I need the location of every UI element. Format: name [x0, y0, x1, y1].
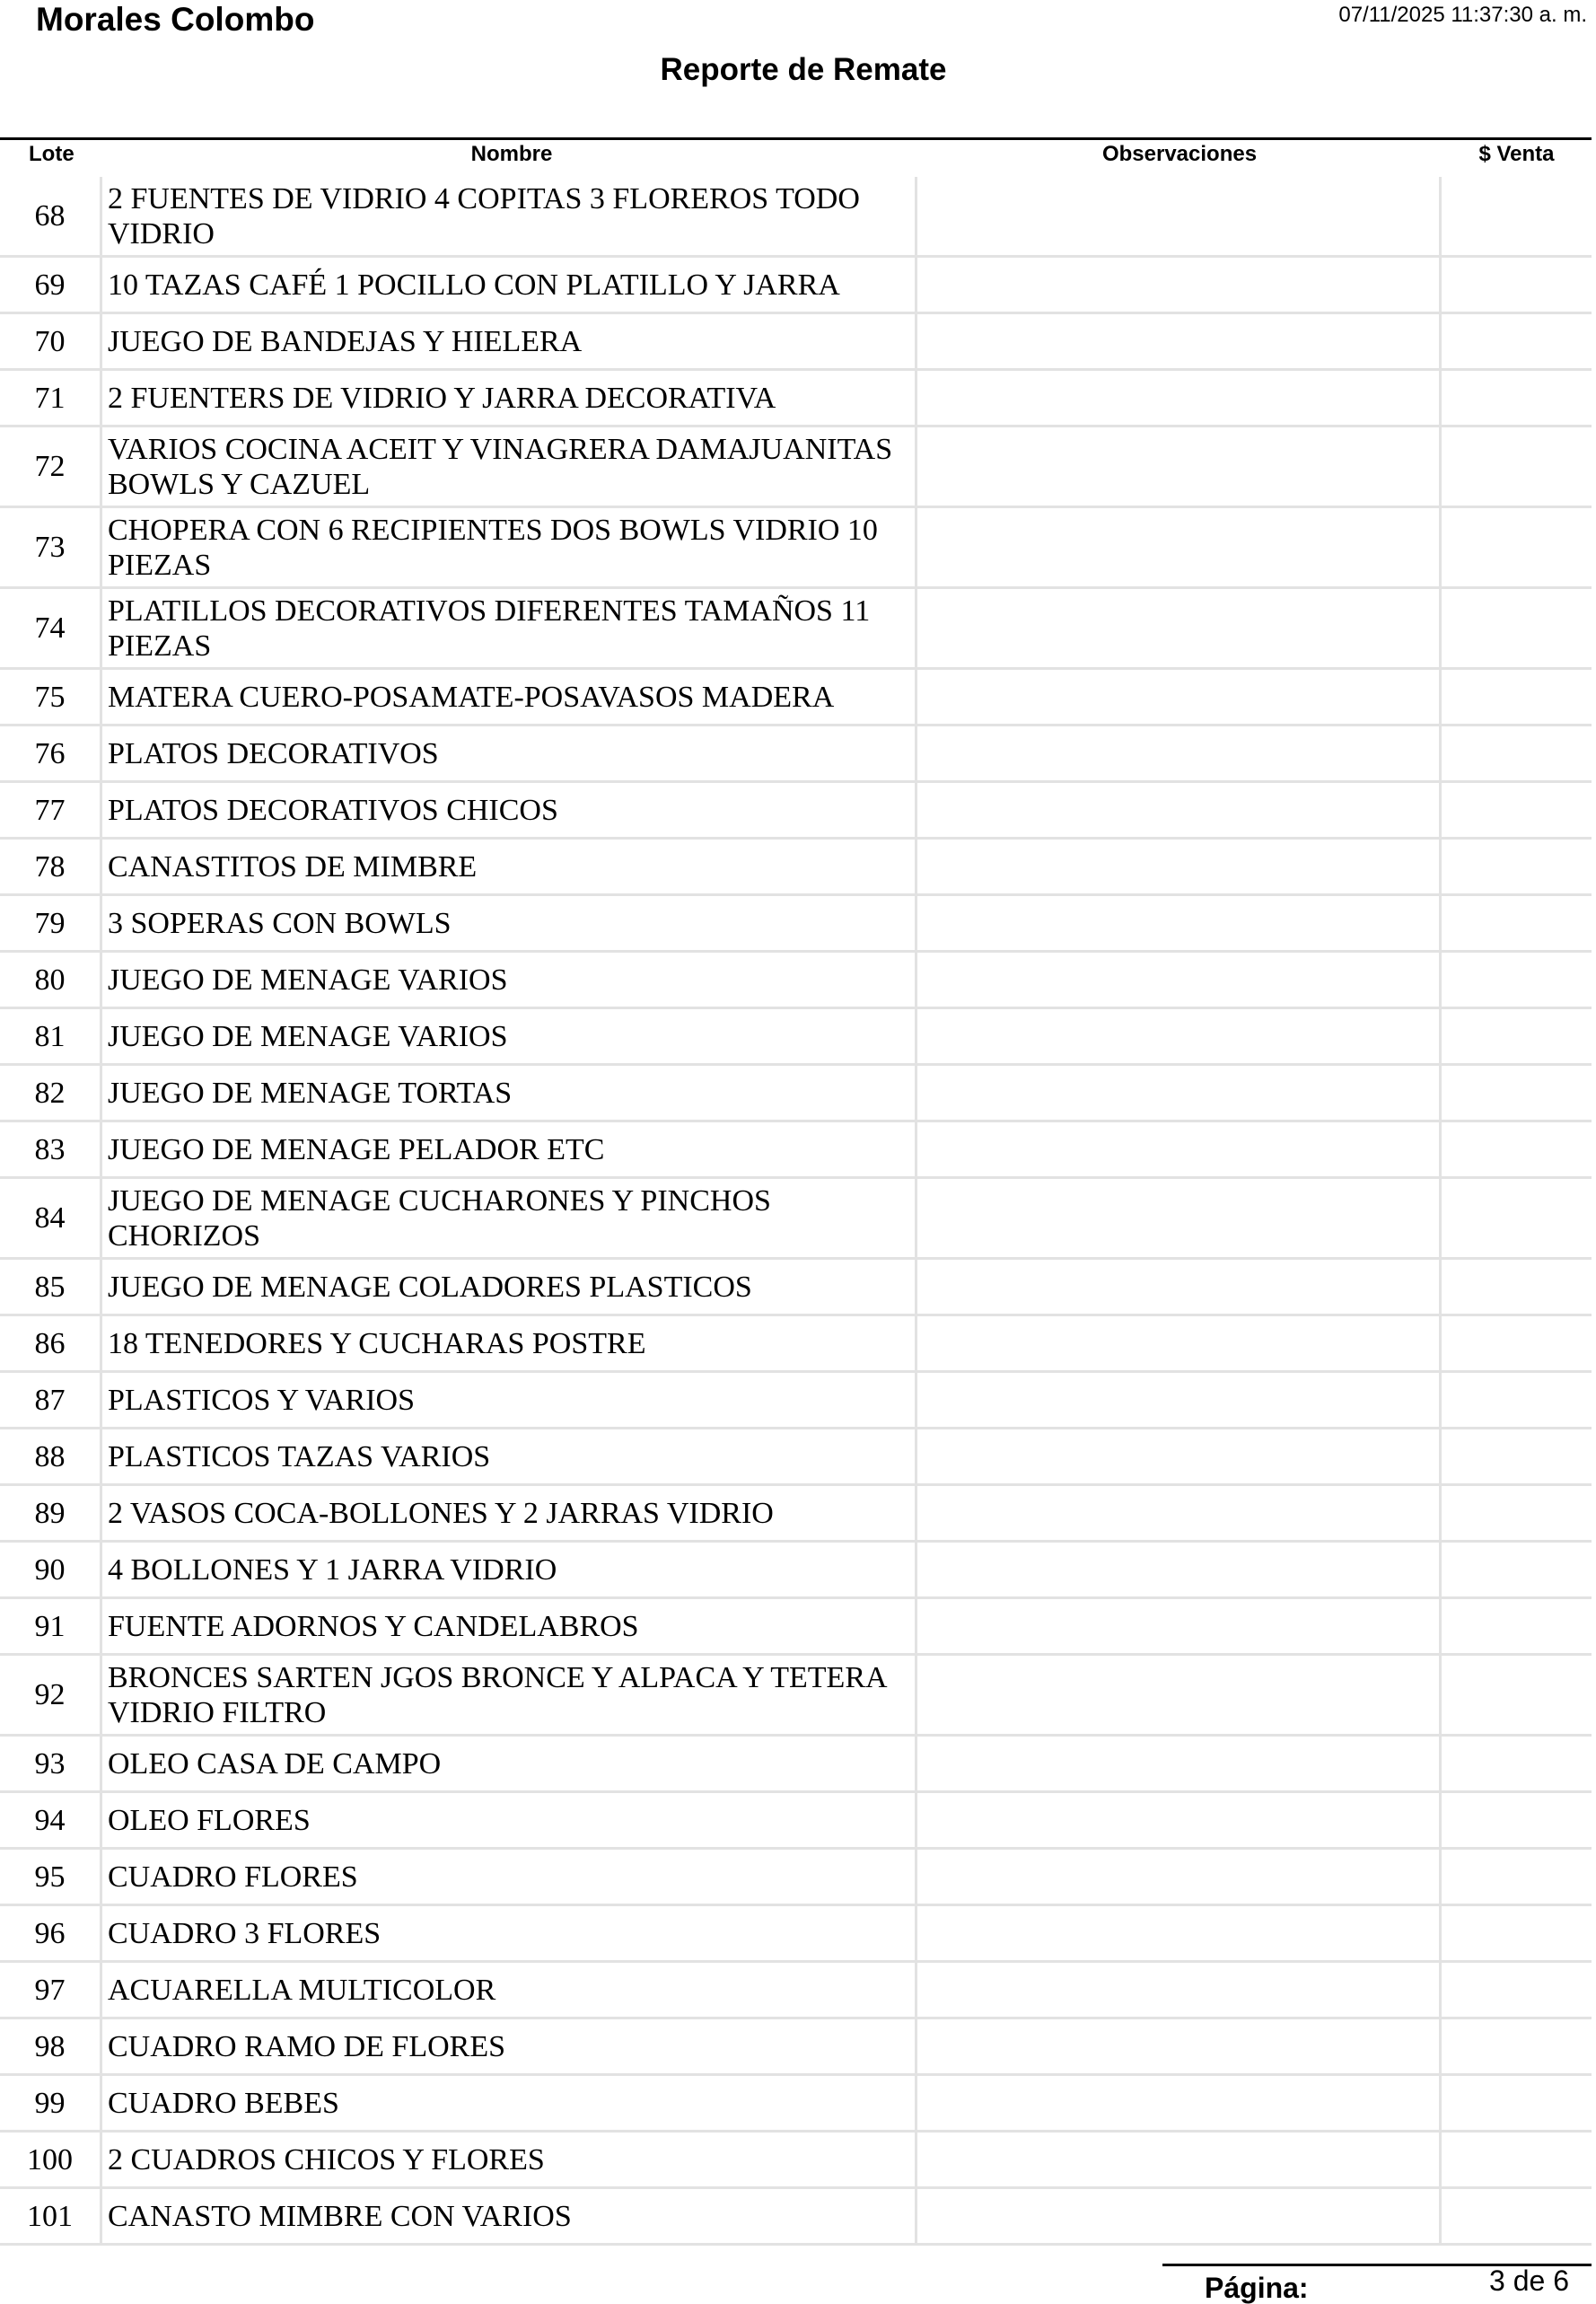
- venta-cell: [1442, 1373, 1592, 1427]
- company-name: Morales Colombo: [36, 1, 315, 38]
- venta-cell: [1442, 1656, 1592, 1734]
- venta-cell: [1442, 1260, 1592, 1314]
- observaciones-cell: [917, 1543, 1442, 1596]
- lote-cell: 93: [0, 1737, 102, 1790]
- observaciones-cell: [917, 2189, 1442, 2243]
- table-row: [0, 726, 1592, 783]
- venta-cell: [1442, 508, 1592, 586]
- venta-cell: [1442, 726, 1592, 780]
- lote-cell: 77: [0, 783, 102, 837]
- lote-cell: 72: [0, 427, 102, 506]
- lote-cell: 79: [0, 896, 102, 950]
- table-row: [0, 508, 1592, 589]
- venta-cell: [1442, 1316, 1592, 1370]
- observaciones-cell: [917, 1963, 1442, 2017]
- venta-cell: [1442, 2189, 1592, 2243]
- venta-cell: [1442, 1486, 1592, 1540]
- observaciones-cell: [917, 670, 1442, 724]
- table-row: [0, 1260, 1592, 1316]
- nombre-cell: 4 BOLLONES Y 1 JARRA VIDRIO: [102, 1543, 917, 1596]
- venta-cell: [1442, 1543, 1592, 1596]
- lote-cell: 96: [0, 1906, 102, 1960]
- observaciones-cell: [917, 1179, 1442, 1257]
- table-row: [0, 1850, 1592, 1906]
- lote-cell: 101: [0, 2189, 102, 2243]
- nombre-cell: CHOPERA CON 6 RECIPIENTES DOS BOWLS VIDRIO 10 PIEZAS: [102, 508, 917, 586]
- lote-cell: 84: [0, 1179, 102, 1257]
- observaciones-cell: [917, 314, 1442, 368]
- nombre-cell: CUADRO BEBES: [102, 2076, 917, 2130]
- nombre-cell: JUEGO DE MENAGE TORTAS: [102, 1066, 917, 1120]
- nombre-cell: VARIOS COCINA ACEIT Y VINAGRERA DAMAJUANITAS BOWLS Y CAZUEL: [102, 427, 917, 506]
- column-header-nombre: Nombre: [470, 142, 553, 166]
- lote-cell: 82: [0, 1066, 102, 1120]
- lote-cell: 85: [0, 1260, 102, 1314]
- observaciones-cell: [917, 427, 1442, 506]
- nombre-cell: FUENTE ADORNOS Y CANDELABROS: [102, 1599, 917, 1653]
- venta-cell: [1442, 1599, 1592, 1653]
- table-row: [0, 1963, 1592, 2019]
- venta-cell: [1442, 953, 1592, 1007]
- venta-cell: [1442, 177, 1592, 255]
- nombre-cell: 3 SOPERAS CON BOWLS: [102, 896, 917, 950]
- table-row: [0, 1793, 1592, 1850]
- table-row: [0, 1486, 1592, 1543]
- table-row: [0, 1179, 1592, 1260]
- nombre-cell: CANASTITOS DE MIMBRE: [102, 840, 917, 893]
- table-row: [0, 177, 1592, 258]
- observaciones-cell: [917, 1316, 1442, 1370]
- table-row: [0, 1373, 1592, 1429]
- observaciones-cell: [917, 1656, 1442, 1734]
- lote-cell: 100: [0, 2133, 102, 2186]
- lote-cell: 97: [0, 1963, 102, 2017]
- nombre-cell: 10 TAZAS CAFÉ 1 POCILLO CON PLATILLO Y JARRA: [102, 258, 917, 312]
- venta-cell: [1442, 783, 1592, 837]
- lote-cell: 81: [0, 1009, 102, 1063]
- observaciones-cell: [917, 1793, 1442, 1847]
- lote-cell: 74: [0, 589, 102, 667]
- venta-cell: [1442, 670, 1592, 724]
- observaciones-cell: [917, 840, 1442, 893]
- nombre-cell: 18 TENEDORES Y CUCHARAS POSTRE: [102, 1316, 917, 1370]
- lote-cell: 86: [0, 1316, 102, 1370]
- table-row: [0, 589, 1592, 670]
- nombre-cell: JUEGO DE MENAGE VARIOS: [102, 1009, 917, 1063]
- venta-cell: [1442, 314, 1592, 368]
- observaciones-cell: [917, 1066, 1442, 1120]
- lote-cell: 80: [0, 953, 102, 1007]
- nombre-cell: 2 CUADROS CHICOS Y FLORES: [102, 2133, 917, 2186]
- lote-cell: 89: [0, 1486, 102, 1540]
- table-row: [0, 1316, 1592, 1373]
- observaciones-cell: [917, 2019, 1442, 2073]
- column-headers: [0, 140, 1592, 169]
- table-row: [0, 1656, 1592, 1737]
- observaciones-cell: [917, 1122, 1442, 1176]
- lote-cell: 99: [0, 2076, 102, 2130]
- nombre-cell: OLEO CASA DE CAMPO: [102, 1737, 917, 1790]
- venta-cell: [1442, 1963, 1592, 2017]
- nombre-cell: CUADRO FLORES: [102, 1850, 917, 1904]
- table-row: [0, 1737, 1592, 1793]
- page-label: Página:: [1205, 2272, 1309, 2304]
- nombre-cell: PLASTICOS TAZAS VARIOS: [102, 1429, 917, 1483]
- table-row: [0, 1599, 1592, 1656]
- venta-cell: [1442, 258, 1592, 312]
- nombre-cell: ACUARELLA MULTICOLOR: [102, 1963, 917, 2017]
- lote-cell: 88: [0, 1429, 102, 1483]
- table-row: [0, 1122, 1592, 1179]
- column-header-observaciones: Observaciones: [1101, 142, 1258, 166]
- observaciones-cell: [917, 726, 1442, 780]
- observaciones-cell: [917, 1260, 1442, 1314]
- lote-cell: 68: [0, 177, 102, 255]
- nombre-cell: PLASTICOS Y VARIOS: [102, 1373, 917, 1427]
- nombre-cell: JUEGO DE MENAGE PELADOR ETC: [102, 1122, 917, 1176]
- observaciones-cell: [917, 1429, 1442, 1483]
- lote-cell: 90: [0, 1543, 102, 1596]
- table-row: [0, 896, 1592, 953]
- table-row: [0, 427, 1592, 508]
- nombre-cell: JUEGO DE MENAGE CUCHARONES Y PINCHOS CHORIZOS: [102, 1179, 917, 1257]
- lote-cell: 70: [0, 314, 102, 368]
- observaciones-cell: [917, 1599, 1442, 1653]
- venta-cell: [1442, 589, 1592, 667]
- lote-cell: 78: [0, 840, 102, 893]
- lote-cell: 83: [0, 1122, 102, 1176]
- lote-cell: 98: [0, 2019, 102, 2073]
- venta-cell: [1442, 1906, 1592, 1960]
- venta-cell: [1442, 840, 1592, 893]
- nombre-cell: CANASTO MIMBRE CON VARIOS: [102, 2189, 917, 2243]
- observaciones-cell: [917, 896, 1442, 950]
- lote-cell: 76: [0, 726, 102, 780]
- report-title: Reporte de Remate: [660, 52, 947, 87]
- table-row: [0, 1543, 1592, 1599]
- venta-cell: [1442, 1066, 1592, 1120]
- table-row: [0, 2076, 1592, 2133]
- nombre-cell: JUEGO DE MENAGE COLADORES PLASTICOS: [102, 1260, 917, 1314]
- nombre-cell: PLATOS DECORATIVOS: [102, 726, 917, 780]
- column-header-lote: Lote: [29, 142, 75, 166]
- table-row: [0, 258, 1592, 314]
- column-header-venta: $ Venta: [1478, 142, 1555, 166]
- venta-cell: [1442, 1737, 1592, 1790]
- venta-cell: [1442, 2019, 1592, 2073]
- observaciones-cell: [917, 1906, 1442, 1960]
- observaciones-cell: [917, 589, 1442, 667]
- table-row: [0, 314, 1592, 371]
- table-row: [0, 1429, 1592, 1486]
- lote-cell: 87: [0, 1373, 102, 1427]
- nombre-cell: MATERA CUERO-POSAMATE-POSAVASOS MADERA: [102, 670, 917, 724]
- observaciones-cell: [917, 953, 1442, 1007]
- lote-cell: 71: [0, 371, 102, 425]
- report-timestamp: 07/11/2025 11:37:30 a. m.: [1338, 3, 1587, 27]
- lote-cell: 92: [0, 1656, 102, 1734]
- nombre-cell: PLATOS DECORATIVOS CHICOS: [102, 783, 917, 837]
- nombre-cell: CUADRO 3 FLORES: [102, 1906, 917, 1960]
- table-row: [0, 953, 1592, 1009]
- nombre-cell: 2 FUENTES DE VIDRIO 4 COPITAS 3 FLOREROS TODO VIDRIO: [102, 177, 917, 255]
- venta-cell: [1442, 1009, 1592, 1063]
- nombre-cell: JUEGO DE MENAGE VARIOS: [102, 953, 917, 1007]
- venta-cell: [1442, 2076, 1592, 2130]
- observaciones-cell: [917, 1373, 1442, 1427]
- venta-cell: [1442, 1850, 1592, 1904]
- table-row: [0, 840, 1592, 896]
- lote-cell: 91: [0, 1599, 102, 1653]
- observaciones-cell: [917, 508, 1442, 586]
- venta-cell: [1442, 896, 1592, 950]
- nombre-cell: OLEO FLORES: [102, 1793, 917, 1847]
- observaciones-cell: [917, 371, 1442, 425]
- table-row: [0, 2133, 1592, 2189]
- observaciones-cell: [917, 258, 1442, 312]
- venta-cell: [1442, 1429, 1592, 1483]
- nombre-cell: BRONCES SARTEN JGOS BRONCE Y ALPACA Y TETERA VIDRIO FILTRO: [102, 1656, 917, 1734]
- nombre-cell: CUADRO RAMO DE FLORES: [102, 2019, 917, 2073]
- nombre-cell: PLATILLOS DECORATIVOS DIFERENTES TAMAÑOS 11 PIEZAS: [102, 589, 917, 667]
- lote-cell: 95: [0, 1850, 102, 1904]
- observaciones-cell: [917, 1009, 1442, 1063]
- venta-cell: [1442, 1179, 1592, 1257]
- nombre-cell: JUEGO DE BANDEJAS Y HIELERA: [102, 314, 917, 368]
- nombre-cell: 2 FUENTERS DE VIDRIO Y JARRA DECORATIVA: [102, 371, 917, 425]
- page-number: 3 de 6: [1489, 2264, 1569, 2297]
- table-row: [0, 783, 1592, 840]
- venta-cell: [1442, 1122, 1592, 1176]
- venta-cell: [1442, 371, 1592, 425]
- table-row: [0, 1066, 1592, 1122]
- lote-cell: 75: [0, 670, 102, 724]
- venta-cell: [1442, 2133, 1592, 2186]
- table-row: [0, 1906, 1592, 1963]
- observaciones-cell: [917, 1486, 1442, 1540]
- lote-cell: 69: [0, 258, 102, 312]
- observaciones-cell: [917, 177, 1442, 255]
- observaciones-cell: [917, 1737, 1442, 1790]
- table-row: [0, 371, 1592, 427]
- nombre-cell: 2 VASOS COCA-BOLLONES Y 2 JARRAS VIDRIO: [102, 1486, 917, 1540]
- observaciones-cell: [917, 783, 1442, 837]
- table-row: [0, 2189, 1592, 2246]
- table-row: [0, 1009, 1592, 1066]
- observaciones-cell: [917, 2133, 1442, 2186]
- lote-cell: 94: [0, 1793, 102, 1847]
- observaciones-cell: [917, 1850, 1442, 1904]
- venta-cell: [1442, 427, 1592, 506]
- table-row: [0, 2019, 1592, 2076]
- lote-cell: 73: [0, 508, 102, 586]
- observaciones-cell: [917, 2076, 1442, 2130]
- table-row: [0, 670, 1592, 726]
- venta-cell: [1442, 1793, 1592, 1847]
- lot-table: [0, 177, 1592, 2246]
